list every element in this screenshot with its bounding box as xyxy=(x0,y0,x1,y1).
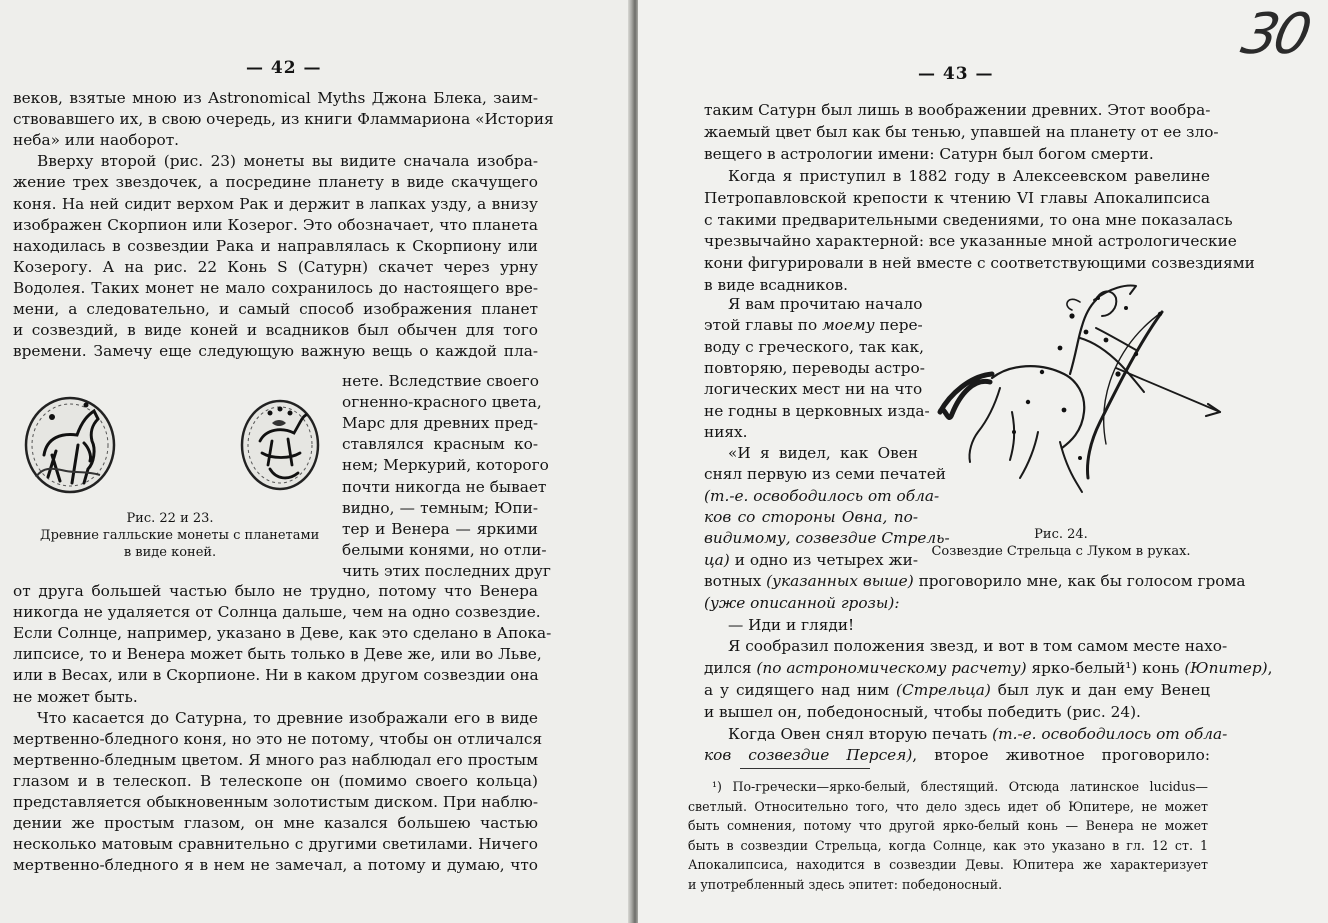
text-line: Что касается до Сатурна, то древние изображали его в виде xyxy=(37,708,538,727)
coin-23-cancer-rider xyxy=(242,401,318,489)
text-line: (т.-е. освободилось от обла- xyxy=(704,486,940,505)
page-number-left: — 42 — xyxy=(246,58,322,78)
text-line: вещего в астрологии имени: Сатурн был богом смерти. xyxy=(704,144,1154,163)
text-line: не может быть. xyxy=(13,687,138,706)
text-line: светлый. Относительно того, что дело здесь идет об Юпитере, не может xyxy=(688,798,1208,814)
gallic-coins-figure xyxy=(22,385,322,505)
text-line: «И я видел, как Овен xyxy=(728,444,918,463)
text-line: мени, а следовательно, и самый способ изображения планет xyxy=(13,300,538,318)
text-line: от друга большей частью было не трудно, потому что Венера xyxy=(13,582,538,600)
text-line: находилась в созвездии Рака и направлялась к Скорпиону или xyxy=(13,236,538,255)
text-line: ¹) По-гречески—ярко-белый, блестящий. Отсюда латинское lucidus— xyxy=(712,779,1208,794)
text-line: (уже описанной грозы): xyxy=(704,593,900,612)
page-number-right: — 43 — xyxy=(918,64,994,84)
text-line: кони фигурировали в ней вместе с соответствующими созвездиями xyxy=(704,254,1255,273)
text-line: липсисе, то и Венера может быть только в Деве же, или во Льве, xyxy=(13,645,542,664)
text-line: ствовавшего их, в свою очередь, из книги Фламмариона «История xyxy=(13,110,554,129)
text-line: чить этих последних друг xyxy=(342,561,551,580)
text-line: Вверху второй (рис. 23) монеты вы видите сначала изобра- xyxy=(37,152,538,171)
footnote-rule xyxy=(740,768,870,769)
right-page xyxy=(638,0,1328,923)
text-line: таким Сатурн был лишь в воображении древних. Этот вообра- xyxy=(704,101,1211,119)
caption-line: Рис. 24. xyxy=(1034,527,1088,542)
text-line: жаемый цвет был как бы тенью, упавшей на планету от ее зло- xyxy=(704,122,1219,141)
text-line: мертвенно-бледного я в нем не замечал, а потому и думаю, что xyxy=(13,856,538,875)
text-line: дился (по астрономическому расчету) ярко-белый¹) конь (Юпитер), xyxy=(704,659,1273,678)
text-line: не годны в церковных изда- xyxy=(704,401,930,420)
text-line: неба» или наоборот. xyxy=(13,131,180,150)
text-line: Петропавловской крепости к чтению VI главы Апокалипсиса xyxy=(704,188,1210,207)
text-line: ков созвездие Персея), второе животное проговорило: xyxy=(704,746,1210,765)
text-line: ниях. xyxy=(704,422,748,441)
text-line: Когда я приступил в 1882 году в Алексеевском равелине xyxy=(728,166,1210,185)
text-line: Марс для древних пред- xyxy=(342,414,539,433)
text-line: воду с греческого, так как, xyxy=(704,337,924,356)
text-line: коня. На ней сидит верхом Рак и держит в лапках узду, а внизу xyxy=(13,194,538,213)
text-line: и вышел он, победоносный, чтобы победить (рис. 24). xyxy=(704,702,1141,721)
caption-line: в виде коней. xyxy=(123,545,217,560)
text-line: глазом и в телескоп. В телескопе он (помимо своего кольца) xyxy=(13,771,538,790)
text-line: вотных (указанных выше) проговорило мне, как бы голосом грома xyxy=(704,572,1246,590)
text-line: изображен Скорпион или Козерог. Это обозначает, что планета xyxy=(13,215,538,234)
text-line: снял первую из семи печатей xyxy=(704,465,946,484)
text-line: ставлялся красным ко- xyxy=(342,435,538,454)
text-line: а у сидящего над ним (Стрельца) был лук и дан ему Венец xyxy=(704,681,1210,699)
text-line: ков со стороны Овна, по- xyxy=(704,508,918,526)
text-line: почти никогда не бывает xyxy=(342,477,547,496)
coin-22-saturn-horse xyxy=(26,398,114,492)
caption-line: Созвездие Стрельца с Луком в руках. xyxy=(931,544,1191,559)
figure-caption-24 xyxy=(920,526,1202,560)
text-line: нем; Меркурий, которого xyxy=(342,456,549,475)
text-line: чрезвычайно характерной: все указанные мной астрологические xyxy=(704,232,1237,251)
text-line: дении же простым глазом, он мне казался большею частью xyxy=(13,814,538,833)
text-line: мертвенно-бледным цветом. Я много раз наблюдал его простым xyxy=(13,750,538,769)
text-line: Я сообразил положения звезд, и вот в том самом месте нахо- xyxy=(728,637,1228,656)
text-line: Апокалипсиса, находится в созвездии Девы. Юпитера же характеризует xyxy=(688,857,1208,872)
text-line: и созвездий, в виде коней и всадников был обычен для того xyxy=(13,321,538,340)
text-line: мертвенно-бледного коня, но это не потому, чтобы он отличался xyxy=(13,729,543,748)
text-line: представляется обыкновенным золотистым диском. При наблю- xyxy=(13,793,538,811)
text-line: быть сомнения, потому что другой ярко-белый конь — Венера не может xyxy=(688,818,1208,833)
text-line: веков, взятые мною из Astronomical Myths Джона Блека, заим- xyxy=(13,89,538,107)
text-line: и употребленный здесь эпитет: победоносный. xyxy=(688,876,1003,892)
text-line: или в Весах, или в Скорпионе. Ни в каком другом созвездии она xyxy=(13,666,539,685)
text-line: логических мест ни на что xyxy=(704,380,923,399)
text-line: никогда не удаляется от Солнца дальше, чем на одно созвездие. xyxy=(13,603,541,622)
figure-caption-22-23 xyxy=(40,510,320,561)
text-line: жение трех звездочек, а посредине планету в виде скачущего xyxy=(13,173,538,192)
text-line: огненно-красного цвета, xyxy=(342,393,542,412)
text-line: с такими предварительными сведениями, то она мне показалась xyxy=(704,210,1233,229)
text-line: нете. Вследствие своего xyxy=(342,372,539,390)
text-line: ца) и одно из четырех жи- xyxy=(704,550,918,569)
text-line: — Иди и гляди! xyxy=(728,615,855,634)
text-line: быть в созвездии Стрельца, когда Солнце, как это указано в гл. 12 ст. 1 xyxy=(688,837,1208,853)
text-line: тер и Венера — яркими xyxy=(342,519,538,538)
text-line: повторяю, переводы астро- xyxy=(704,358,925,377)
left-page xyxy=(0,0,636,923)
caption-line: Рис. 22 и 23. xyxy=(126,511,214,526)
text-line: Я вам прочитаю начало xyxy=(728,295,923,313)
text-line: Козерогу. А на рис. 22 Конь S (Сатурн) скачет через урну xyxy=(13,257,538,276)
text-line: видимому, созвездие Стрель- xyxy=(704,529,950,548)
text-line: Когда Овен снял вторую печать (т.-е. освободилось от обла- xyxy=(728,724,1228,743)
text-line: Водолея. Таких монет не мало сохранилось до настоящего вре- xyxy=(13,278,538,297)
handwritten-page-number: 30 xyxy=(1235,2,1313,67)
sagittarius-figure xyxy=(930,282,1240,514)
caption-line: Древние галльские монеты с планетами xyxy=(40,528,320,543)
text-line: видно, — темным; Юпи- xyxy=(342,498,538,517)
text-line: этой главы по моему пере- xyxy=(704,316,923,335)
text-line: в виде всадников. xyxy=(704,276,848,295)
text-line: Если Солнце, например, указано в Деве, как это сделано в Апока- xyxy=(13,624,552,643)
text-line: белыми конями, но отли- xyxy=(342,540,547,559)
text-line: времени. Замечу еще следующую важную вещь о каждой пла- xyxy=(13,342,538,361)
text-line: несколько матовым сравнительно с другими светилами. Ничего xyxy=(13,835,538,854)
